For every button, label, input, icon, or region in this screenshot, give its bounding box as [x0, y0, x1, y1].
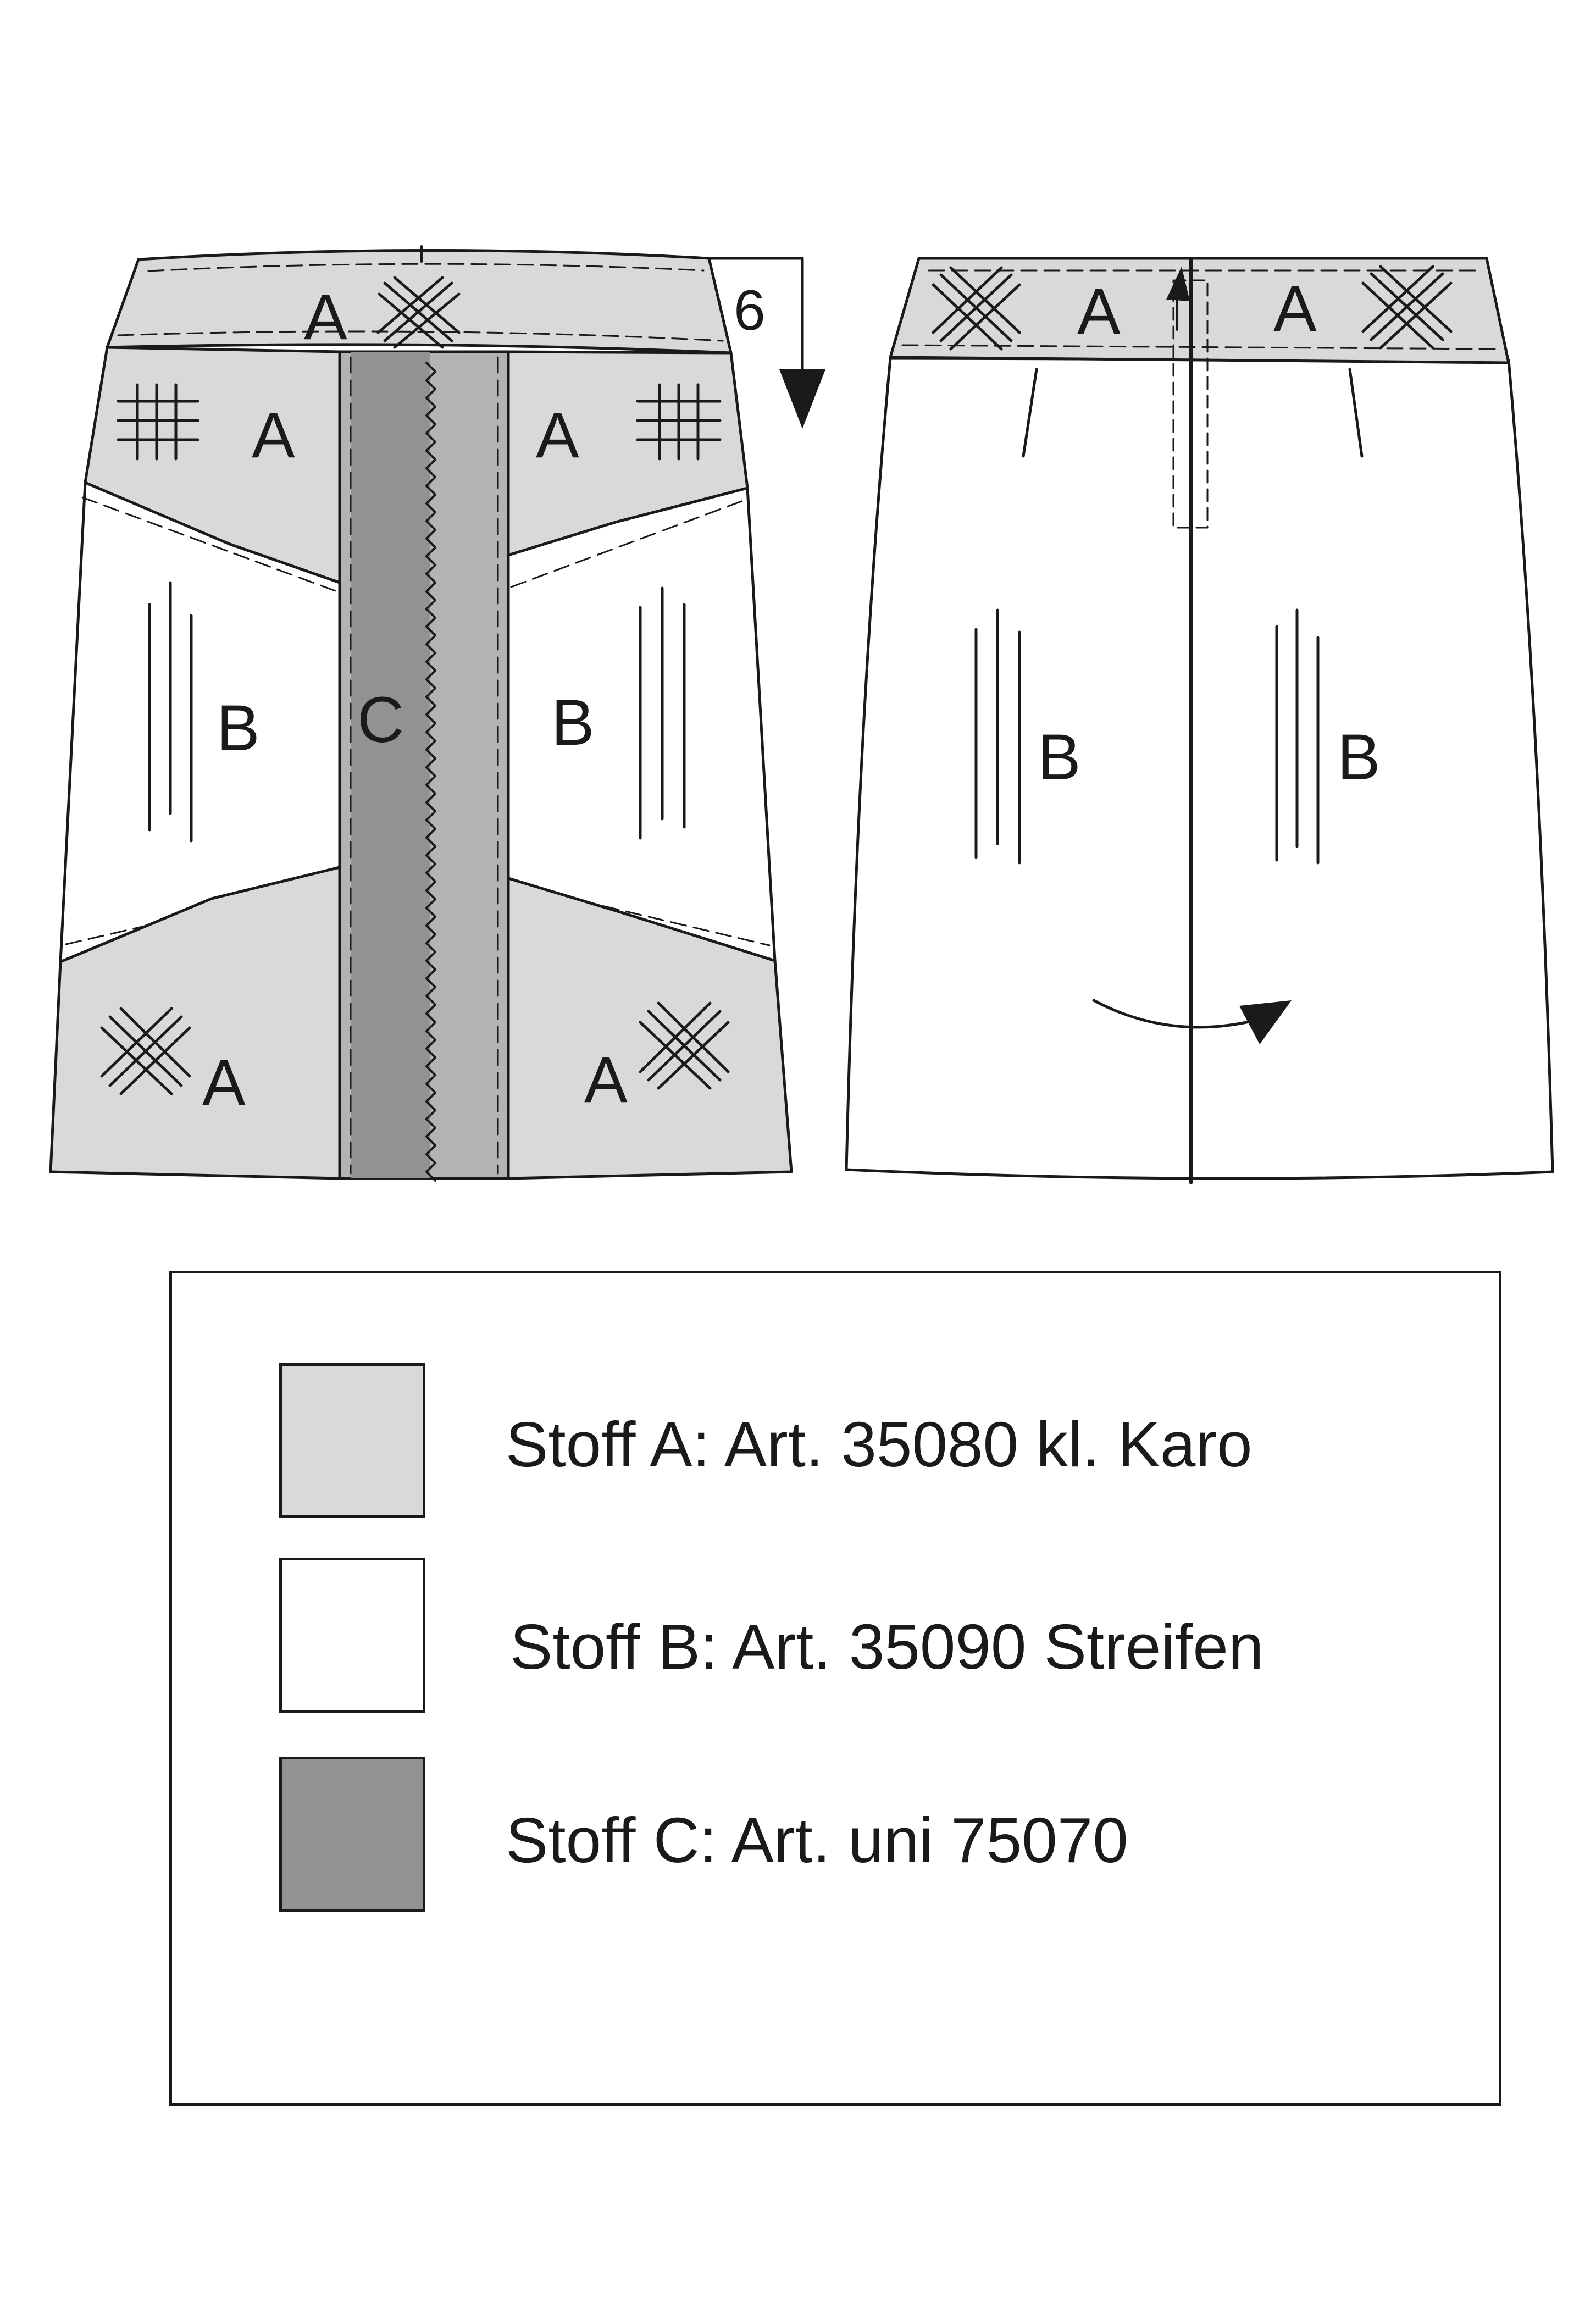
dimension-label: 6	[734, 279, 766, 342]
back-skirt-body	[846, 358, 1553, 1178]
front-view	[51, 246, 825, 1181]
back-waistband-label-left: A	[1077, 275, 1121, 348]
front-upper-left-label: A	[252, 399, 295, 472]
front-middle-left-label: B	[217, 692, 260, 765]
back-waistband-label-right: A	[1273, 273, 1317, 345]
front-lower-left-label: A	[202, 1046, 246, 1119]
legend-label-fabric-b: Stoff B: Art. 35090 Streifen	[510, 1611, 1264, 1682]
back-view	[846, 258, 1553, 1183]
front-upper-right-label: A	[536, 399, 579, 472]
front-middle-right-label: B	[551, 686, 595, 759]
front-center-label: C	[357, 684, 404, 756]
legend-label-fabric-a: Stoff A: Art. 35080 kl. Karo	[506, 1409, 1253, 1480]
legend-label-fabric-c: Stoff C: Art. uni 75070	[506, 1804, 1128, 1876]
legend-swatch-fabric-a	[279, 1363, 425, 1518]
back-panel-label-left: B	[1038, 721, 1081, 794]
back-waistband	[890, 258, 1509, 363]
front-lower-right-label: A	[584, 1044, 628, 1116]
front-waistband-label: A	[304, 281, 347, 353]
back-panel-label-right: B	[1337, 721, 1381, 794]
legend-swatch-fabric-c	[279, 1757, 425, 1912]
legend-swatch-fabric-b	[279, 1558, 425, 1713]
